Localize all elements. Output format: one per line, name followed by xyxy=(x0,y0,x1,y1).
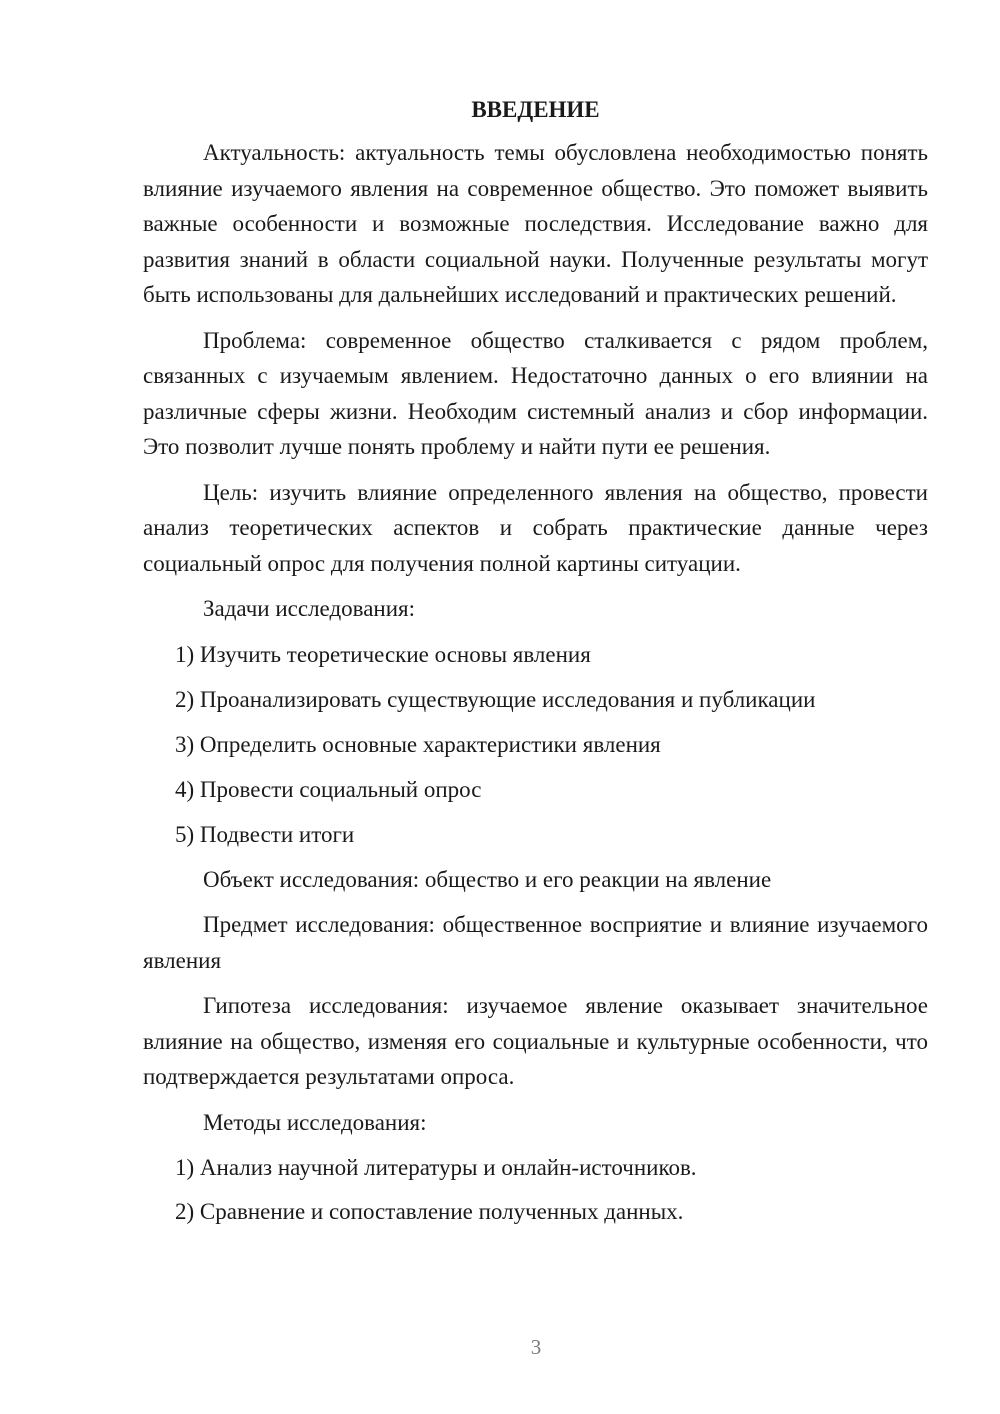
paragraph-goal: Цель: изучить влияние определенного явления на общество, провести анализ теоретических аспектов и собрать практические данные через социальный опрос для получения полной картины ситуации. xyxy=(143,479,928,576)
paragraph-problem: Проблема: современное общество сталкивается с рядом проблем, связанных с изучаемым явлением. Недостаточно данных о его влиянии на различные сферы жизни. Необходим системный анализ и сбор информации. Это позволит лучше понять проблему и найти пути ее решения. xyxy=(143,327,928,459)
list-item: 4) Провести социальный опрос xyxy=(175,776,482,802)
methods-list xyxy=(143,1150,928,1229)
paragraph-subject: Предмет исследования: общественное восприятие и влияние изучаемого явления xyxy=(143,912,928,973)
document-page xyxy=(143,92,928,1238)
section-title: ВВЕДЕНИЕ xyxy=(471,97,600,122)
tasks-list xyxy=(143,637,928,852)
list-item: 5) Подвести итоги xyxy=(175,821,355,847)
list-item: 2) Проанализировать существующие исследования и публикации xyxy=(175,686,816,712)
paragraph-relevance: Актуальность: актуальность темы обусловлена необходимостью понять влияние изучаемого явления на современное общество. Это поможет выявить важные особенности и возможные последствия. Исследование важно для развития знаний в области социальной науки. Полученные результаты могут быть использованы для дальнейших исследований и практических решений. xyxy=(143,140,928,307)
methods-heading: Методы исследования: xyxy=(203,1109,427,1135)
paragraph-object: Объект исследования: общество и его реакции на явление xyxy=(203,866,772,892)
list-item: 2) Сравнение и сопоставление полученных данных. xyxy=(175,1199,684,1224)
list-item: 1) Изучить теоретические основы явления xyxy=(175,641,591,667)
list-item: 3) Определить основные характеристики явления xyxy=(175,731,661,757)
page-number: 3 xyxy=(530,1335,542,1359)
paragraph-hypothesis: Гипотеза исследования: изучаемое явление оказывает значительное влияние на общество, изменяя его социальные и культурные особенности, что подтверждается результатами опроса. xyxy=(143,993,928,1089)
list-item: 1) Анализ научной литературы и онлайн-источников. xyxy=(175,1155,697,1180)
tasks-heading: Задачи исследования: xyxy=(203,596,416,621)
